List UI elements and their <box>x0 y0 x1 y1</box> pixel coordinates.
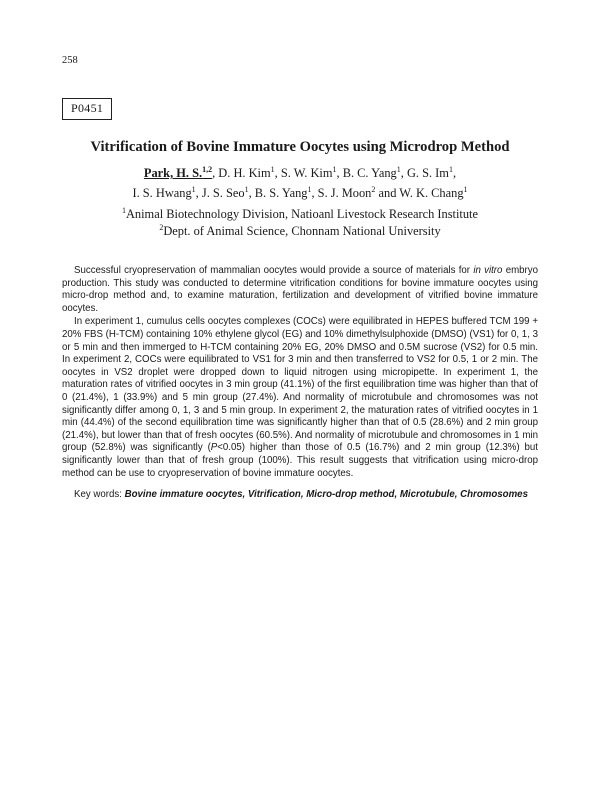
abstract-paragraph-2: In experiment 1, cumulus cells oocytes complexes (COCs) were equilibrated in HEPES buffered TCM 199 + 20% FBS (H-TCM) containing 10% ethylene glycol (EG) and 10% dimethylsulphoxide (DMSO) (VS1) for 0, 1, 3 or 5 min and then immerged to H-TCM containing 20% EG, 20% DMSO and 0.5M sucrose (VS2) for 0.5 min. In experiment 2, COCs were equilibrated to VS1 for 3 min and then transferred to VS2 for 0.5, 1 or 2 min. The oocytes in VS2 droplet were dropped down to liquid nitrogen using micropipette. In experiment 1, the maturation rates of vitrified oocytes in 3 min group (41.1%) of the first equilibration time was higher than that of 0 (21.4%), 1 (33.9%) and 5 min group (27.4%). And normality of microtubule and chromosomes was not significantly differ among 0, 1, 3 and 5 min group. In experiment 2, the maturation rates of vitrified oocytes in 1 min (44.4%) of the second equilibration time was significantly higher than that of 0.5 (28.6%) and 2 min group (21.4%), but lower than that of fresh oocytes (60.5%). And normality of microtubule and chromosomes in 1 min group (52.8%) was significantly (P<0.05) higher than those of 0.5 (16.7%) and 2 min group (12.3%) but significantly lower than that of fresh group (100%). This result suggests that vitrification using micro-drop method can be use to cryopreservation of bovine immature oocytes. <box>62 316 538 479</box>
keywords-label: Key words: <box>74 489 122 500</box>
affiliation-2: $^2$Dept. of Animal Science, Chonnam National University <box>159 222 441 238</box>
author: B. C. Yang$^1$ <box>342 164 401 180</box>
author: I. S. Hwang$^1$ <box>132 184 196 200</box>
author: B. S. Yang$^1$ <box>254 184 312 200</box>
paper-code: P0451 <box>71 101 104 115</box>
paper-title: Vitrification of Bovine Immature Oocytes using Microdrop Method <box>90 139 510 155</box>
affiliations <box>40 206 560 240</box>
author-line-2: I. S. Hwang$^1$, J. S. Seo$^1$, B. S. Yang$^1$, S. J. Moon$^2$ and W. K. Chang$^1$ <box>132 184 468 200</box>
author: W. K. Chang$^1$ <box>399 184 468 200</box>
author: G. S. Im$^1$ <box>406 164 453 180</box>
lead-author: Park, H. S.$^{1,2}$ <box>143 164 213 180</box>
lead-author-sup: 1,2 <box>202 164 213 174</box>
author-list <box>50 163 550 203</box>
author: S. J. Moon$^2$ <box>317 184 376 200</box>
author-line-1: Park, H. S.$^{1,2}$, D. H. Kim$^1$, S. W. Kim$^1$, B. C. Yang$^1$, G. S. Im$^1$, <box>143 164 457 180</box>
author-conjunction: and <box>378 186 397 200</box>
page-number: 258 <box>62 55 78 66</box>
author: D. H. Kim$^1$ <box>218 164 275 180</box>
author: J. S. Seo$^1$ <box>201 184 249 200</box>
paper-code-box <box>62 98 112 120</box>
affiliation-1: $^1$Animal Biotechnology Division, Natioanl Livestock Research Institute <box>121 205 479 221</box>
keywords-values: Bovine immature oocytes, Vitrification, Micro-drop method, Microtubule, Chromosomes <box>124 489 528 500</box>
abstract <box>62 265 538 480</box>
author: S. W. Kim$^1$ <box>280 164 337 180</box>
keywords <box>62 489 538 500</box>
abstract-paragraph-1: Successful cryopreservation of mammalian oocytes would provide a source of materials for in vitro embryo production. This study was conducted to determine vitrification conditions for bovine immature oocytes using micro-drop method and, to examine maturation, fertilization and development of vitrified bovine immature oocytes. <box>62 265 538 314</box>
